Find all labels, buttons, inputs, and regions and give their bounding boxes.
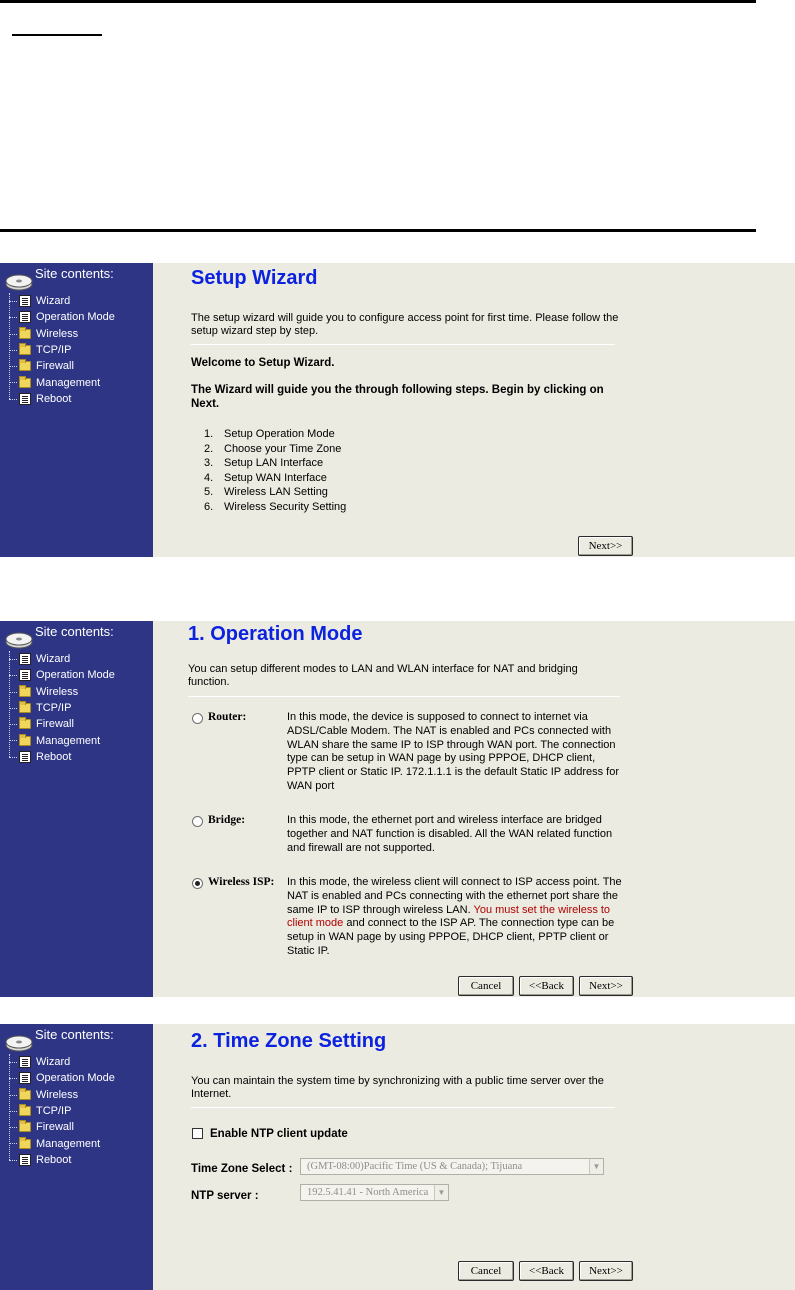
disk-icon: [4, 629, 34, 651]
document-icon: [19, 1072, 31, 1084]
site-tree: [6, 1054, 152, 1168]
time-zone-label: Time Zone Select :: [191, 1163, 293, 1175]
folder-icon: [19, 1090, 31, 1100]
folder-icon: [19, 719, 31, 729]
wizard-intro: The setup wizard will guide you to configure access point for first time. Please follow the setup wizard step by step.: [191, 312, 619, 337]
sidebar-item-label: Firewall: [36, 360, 74, 373]
back-button[interactable]: <<Back: [519, 976, 574, 996]
steps-list: [191, 427, 631, 515]
site-contents-header: [2, 1026, 152, 1054]
sidebar-item-management[interactable]: [6, 374, 152, 390]
document-icon: [19, 669, 31, 681]
sidebar-item-reboot[interactable]: [6, 1152, 152, 1168]
sidebar-item-label: Wizard: [36, 653, 71, 666]
folder-icon: [19, 1106, 31, 1116]
sidebar-item-label: TCP/IP: [36, 1105, 72, 1118]
sidebar-item-wizard[interactable]: [6, 293, 152, 309]
ntp-server-label: NTP server :: [191, 1190, 259, 1202]
next-button[interactable]: Next>>: [579, 976, 633, 996]
sidebar: [0, 1024, 153, 1290]
back-button[interactable]: <<Back: [519, 1261, 574, 1281]
sidebar-item-label: Wireless: [36, 1088, 79, 1101]
setup-wizard-screenshot: [0, 263, 795, 557]
sidebar-item-reboot[interactable]: [6, 749, 152, 765]
client-mode-warning: You must set the wireless to client mode: [287, 903, 611, 930]
next-button[interactable]: Next>>: [579, 1261, 633, 1281]
sidebar-item-firewall[interactable]: [6, 358, 152, 374]
wireless-isp-label: Wireless ISP:: [208, 876, 275, 888]
time-zone-screenshot: [0, 1024, 795, 1290]
sidebar-item-label: Firewall: [36, 718, 74, 731]
sidebar-item-reboot[interactable]: [6, 391, 152, 407]
sidebar-item-operation-mode[interactable]: [6, 1070, 152, 1086]
site-contents-header: [2, 623, 152, 651]
site-contents-label: Site contents:: [35, 1027, 114, 1042]
site-tree: [6, 651, 152, 765]
sidebar-item-wizard[interactable]: [6, 1054, 152, 1070]
sidebar-item-label: TCP/IP: [36, 702, 72, 715]
sidebar-item-management[interactable]: [6, 732, 152, 748]
welcome-text: Welcome to Setup Wizard.: [191, 357, 335, 369]
list-item: 4. Setup WAN Interface: [204, 471, 327, 484]
sidebar-item-firewall[interactable]: [6, 716, 152, 732]
sidebar-item-tcpip[interactable]: [6, 342, 152, 358]
opmode-intro: You can setup different modes to LAN and WLAN interface for NAT and bridging function.: [188, 663, 578, 688]
document-icon: [19, 393, 31, 405]
site-contents-label: Site contents:: [35, 266, 114, 281]
folder-icon: [19, 736, 31, 746]
wizard-content: [191, 266, 631, 515]
divider: [191, 1107, 615, 1108]
sidebar-item-tcpip[interactable]: [6, 1103, 152, 1119]
document-icon: [19, 653, 31, 665]
sidebar-item-label: Management: [36, 376, 101, 389]
folder-icon: [19, 1122, 31, 1132]
folder-icon: [19, 703, 31, 713]
list-item: 3. Setup LAN Interface: [204, 457, 324, 470]
sidebar-item-operation-mode[interactable]: [6, 667, 152, 683]
document-icon: [19, 751, 31, 763]
router-label: Router:: [208, 711, 247, 723]
sidebar-item-wireless[interactable]: [6, 326, 152, 342]
operation-mode-screenshot: [0, 621, 795, 997]
sidebar-item-label: TCP/IP: [36, 344, 72, 357]
page-title: 1. Operation Mode: [188, 623, 363, 645]
site-contents-label: Site contents:: [35, 624, 114, 639]
sidebar-item-management[interactable]: [6, 1135, 152, 1151]
wireless-isp-description: In this mode, the wireless client will connect to ISP access point. The NAT is enabled and PCs connecting with the ethernet port share the same IP to ISP through wireless LAN. You must set the wireless to client mode and connect to the ISP AP. The connection type can be setup in WAN page by using PPPOE, DHCP client, PPTP client or Static IP.: [287, 876, 622, 957]
site-tree: [6, 293, 152, 407]
sidebar-item-label: Wizard: [36, 1056, 71, 1069]
note-heading-underline: [12, 34, 102, 36]
document-icon: [19, 1056, 31, 1068]
sidebar-item-wireless[interactable]: [6, 1087, 152, 1103]
sidebar-item-wizard[interactable]: [6, 651, 152, 667]
ntp-server-select[interactable]: [300, 1184, 449, 1201]
time-zone-content: [191, 1029, 631, 1108]
sidebar-item-label: Wireless: [36, 685, 79, 698]
ntp-server-value: 192.5.41.41 - North America: [307, 1187, 429, 1198]
list-item: 6. Wireless Security Setting: [204, 500, 347, 513]
chevron-down-icon: ▼: [434, 1185, 448, 1200]
sidebar-item-label: Wireless: [36, 327, 79, 340]
sidebar-item-wireless[interactable]: [6, 684, 152, 700]
sidebar-item-label: Operation Mode: [36, 311, 115, 324]
operation-mode-content: [188, 622, 628, 957]
bridge-description: In this mode, the ethernet port and wireless interface are bridged together and NAT function is disabled. All the WAN related function and firewall are not supported.: [287, 814, 613, 854]
ntp-enable-label: Enable NTP client update: [210, 1128, 348, 1140]
folder-icon: [19, 378, 31, 388]
sidebar-item-label: Reboot: [36, 1153, 72, 1166]
document-icon: [19, 295, 31, 307]
disk-icon: [4, 1032, 34, 1054]
router-description: In this mode, the device is supposed to connect to internet via ADSL/Cable Modem. The NAT is enabled and PCs connected with WLAN share the same IP to ISP through WAN port. The connection type can be setup in WAN page by using PPPOE, DHCP client, PPTP client or Static IP. 172.1.1.1 is the default Static IP address for WAN port: [287, 711, 620, 792]
sidebar-item-label: Management: [36, 734, 101, 747]
next-button[interactable]: Next>>: [578, 536, 633, 556]
sidebar-item-operation-mode[interactable]: [6, 309, 152, 325]
router-radio[interactable]: [192, 713, 203, 724]
divider: [188, 696, 620, 697]
page-title: 2. Time Zone Setting: [191, 1030, 387, 1052]
sidebar-item-firewall[interactable]: [6, 1119, 152, 1135]
guide-text: The Wizard will guide you the through following steps. Begin by clicking on Next.: [191, 384, 604, 410]
list-item: 2. Choose your Time Zone: [204, 442, 342, 455]
disk-icon: [4, 271, 34, 293]
document-icon: [19, 1154, 31, 1166]
sidebar-item-label: Operation Mode: [36, 669, 115, 682]
list-item: 5. Wireless LAN Setting: [204, 486, 328, 499]
folder-icon: [19, 1139, 31, 1149]
sidebar: [0, 263, 153, 557]
bottom-rule: [0, 229, 756, 232]
cancel-button[interactable]: Cancel: [458, 976, 514, 996]
sidebar-item-tcpip[interactable]: [6, 700, 152, 716]
page-title: Setup Wizard: [191, 267, 318, 289]
timezone-intro: You can maintain the system time by synchronizing with a public time server over the Internet.: [191, 1075, 604, 1100]
divider: [191, 344, 615, 345]
folder-icon: [19, 329, 31, 339]
sidebar-item-label: Reboot: [36, 392, 72, 405]
site-contents-header: [2, 265, 152, 293]
list-item: 1. Setup Operation Mode: [204, 428, 335, 440]
time-zone-value: (GMT-08:00)Pacific Time (US & Canada); Tijuana: [307, 1161, 523, 1172]
sidebar-item-label: Firewall: [36, 1121, 74, 1134]
document-icon: [19, 311, 31, 323]
folder-icon: [19, 345, 31, 355]
chevron-down-icon: ▼: [589, 1159, 603, 1174]
top-rule: [0, 0, 756, 3]
sidebar-item-label: Wizard: [36, 295, 71, 308]
sidebar: [0, 621, 153, 997]
ntp-enable-checkbox[interactable]: [192, 1128, 203, 1139]
bridge-label: Bridge:: [208, 814, 246, 826]
folder-icon: [19, 361, 31, 371]
folder-icon: [19, 687, 31, 697]
bridge-radio[interactable]: [192, 816, 203, 827]
sidebar-item-label: Operation Mode: [36, 1072, 115, 1085]
cancel-button[interactable]: Cancel: [458, 1261, 514, 1281]
time-zone-select[interactable]: [300, 1158, 604, 1175]
sidebar-item-label: Reboot: [36, 750, 72, 763]
sidebar-item-label: Management: [36, 1137, 101, 1150]
wireless-isp-radio[interactable]: [192, 878, 203, 889]
